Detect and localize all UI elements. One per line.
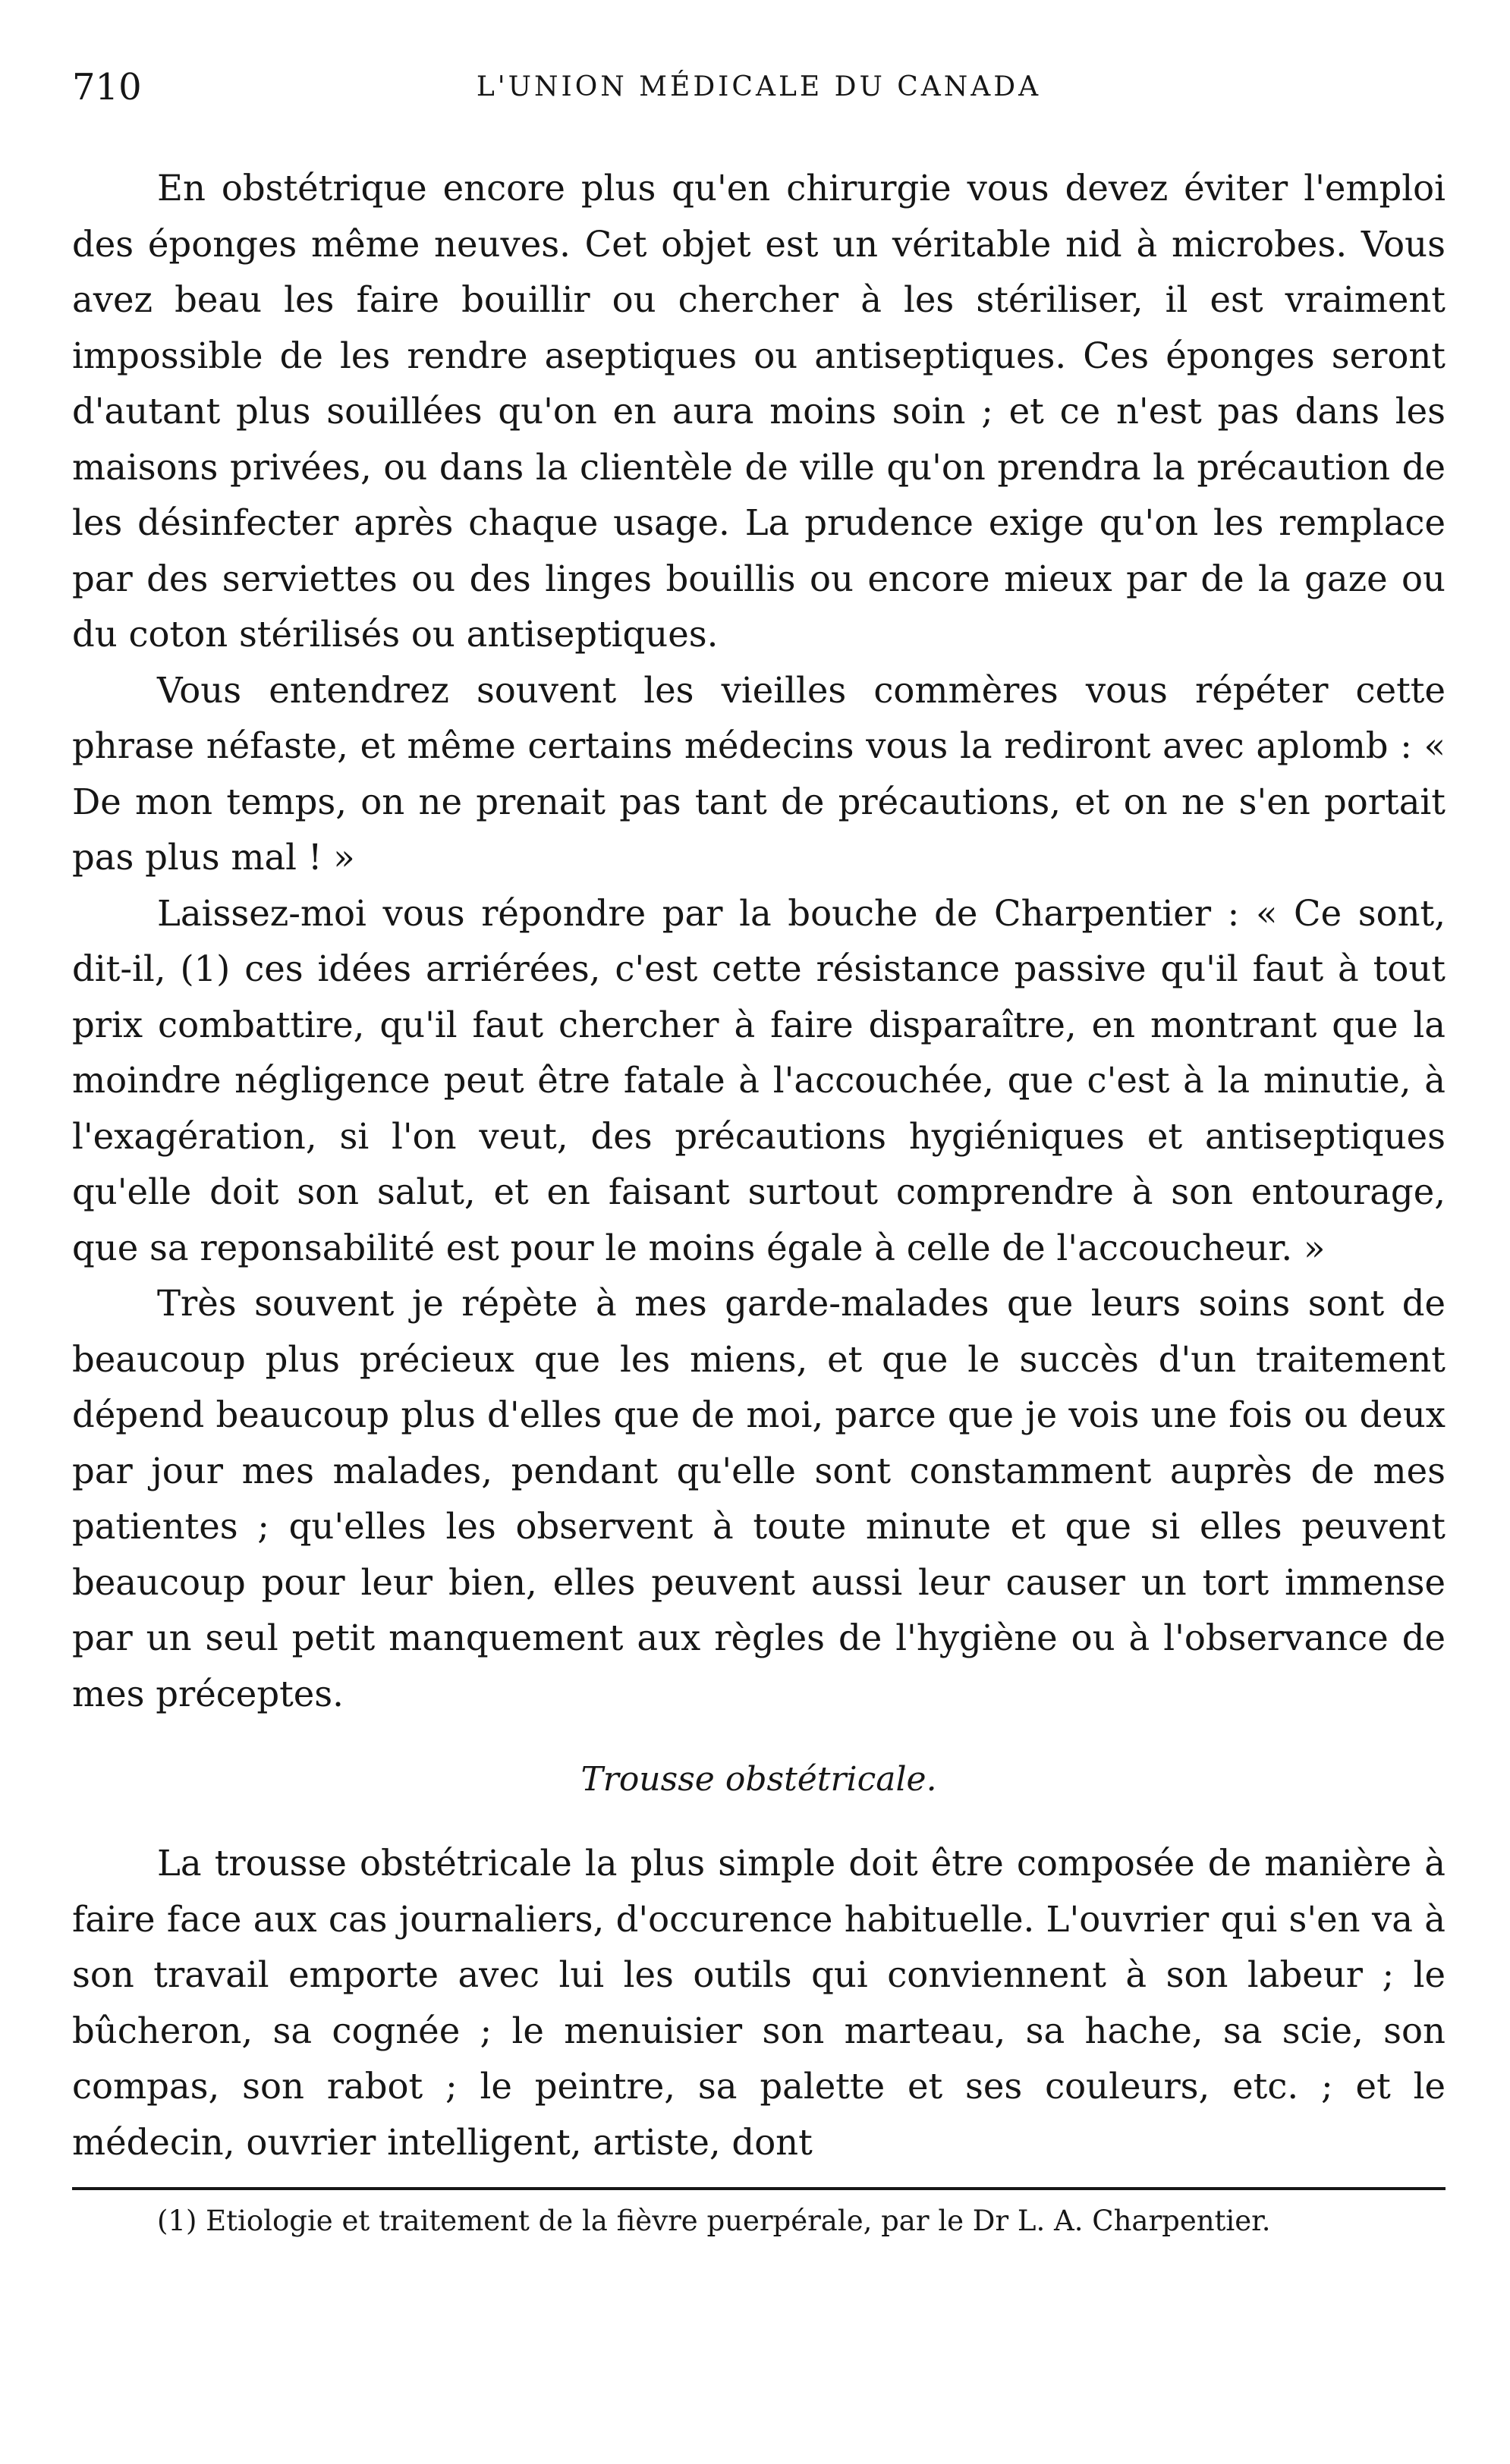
paragraph-obstetric-kit: La trousse obstétricale la plus simple doit être composée de manière à faire face aux cas journaliers, d'occurence habituelle. L'ouvrier qui s'en va à son travail emporte avec lui les outils qui conviennent à son labeur ; le bûcheron, sa cognée ; le menuisier son marteau, sa hache, sa scie, son compas, son rabot ; le peintre, sa palette et ses couleurs, etc. ; et le médecin, ouvrier intelligent, artiste, dont: [72, 1843, 1446, 2163]
section-heading: Trousse obstétricale.: [580, 1760, 937, 1799]
paragraph-sponges: En obstétrique encore plus qu'en chirurgie vous devez éviter l'emploi des éponges même neuves. Cet objet est un véritable nid à microbes. Vous avez beau les faire bouillir ou chercher à les stériliser, il est vraiment impossible de les rendre aseptiques ou antiseptiques. Ces éponges seront d'autant plus souillées qu'on en aura moins soin ; et ce n'est pas dans les maisons privées, ou dans la clientèle de ville qu'on prendra la précaution de les désinfecter après chaque usage. La prudence exige qu'on les remplace par des serviettes ou des linges bouillis ou encore mieux par de la gaze ou du coton stérilisés ou antiseptiques.: [72, 168, 1446, 655]
paragraph-nurses: Très souvent je répète à mes garde-malades que leurs soins sont de beaucoup plus précieux que les miens, et que le succès d'un traitement dépend beaucoup plus d'elles que de moi, parce que je vois une fois ou deux par jour mes malades, pendant qu'elle sont constamment auprès de mes patientes ; qu'elles les observent à toute minute et que si elles peuvent beaucoup pour leur bien, elles peuvent aussi leur causer un tort immense par un seul petit manquement aux règles de l'hygiène ou à l'observance de mes préceptes.: [72, 1283, 1446, 1714]
footnote-divider: [72, 2187, 1446, 2190]
running-head: [72, 61, 1446, 114]
body-text: [72, 161, 1446, 2170]
book-page: [72, 61, 1446, 2242]
paragraph-old-gossips: Vous entendrez souvent les vieilles commères vous répéter cette phrase néfaste, et même certains médecins vous la rediront avec aplomb : « De mon temps, on ne prenait pas tant de précautions, et on ne s'en portait pas plus mal ! »: [72, 669, 1446, 878]
journal-title: L'UNION MÉDICALE DU CANADA: [476, 71, 1042, 102]
page-number: 710: [72, 66, 142, 108]
paragraph-charpentier-quote: Laissez-moi vous répondre par la bouche de Charpentier : « Ce sont, dit-il, (1) ces idées arriérées, c'est cette résistance passive qu'il faut à tout prix combattire, qu'il faut chercher à faire disparaître, en montrant que la moindre négligence peut être fatale à l'accouchée, que c'est à la minutie, à l'exagération, si l'on veut, des précautions hygiéniques et antiseptiques qu'elle doit son salut, et en faisant surtout comprendre à son entourage, que sa reponsabilité est pour le moins égale à celle de l'accoucheur. »: [72, 892, 1446, 1268]
footnote: (1) Etiologie et traitement de la fièvre puerpérale, par le Dr L. A. Charpentier.: [157, 2205, 1271, 2237]
